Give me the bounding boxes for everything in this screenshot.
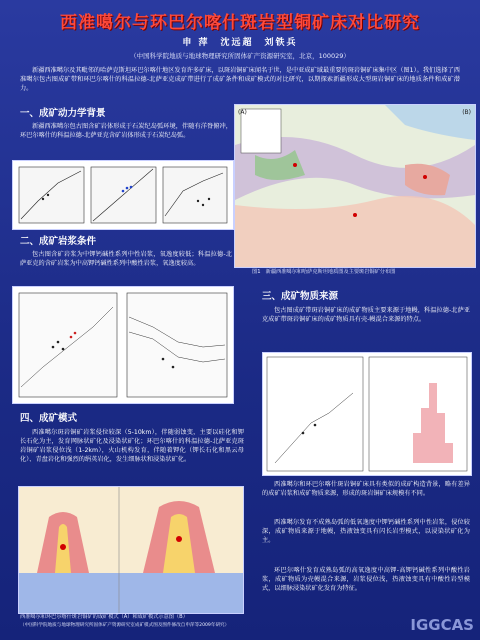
- section-heading-3: 三、成矿物质来源: [262, 291, 339, 302]
- geochem-diagrams-2: [12, 286, 234, 404]
- geologic-map-figure: [234, 104, 476, 268]
- metallogenic-model-figure: [18, 486, 244, 614]
- conclusion-paragraph-1: 西准噶尔和环巴尔喀什斑岩铜矿床具有类似的成矿构造背景，略有差异的成矿岩浆和成矿物质来源，形成的斑岩铜矿床规模有不同。: [262, 481, 470, 497]
- section-heading-4: 四、成矿模式: [20, 413, 78, 424]
- figure-4-caption: 西准噶尔和环巴尔喀什斑岩铜矿的成矿模式（A）和成矿模式示意图（B）: [20, 614, 188, 620]
- figure-4-subcaption: （中国科学院地质与地球物理研究所固体矿产资源研究室成矿模式图及图件修改自申萍等2009年研究）: [20, 623, 230, 628]
- intro-paragraph: 新疆西准噶尔及其毗邻的哈萨克斯坦环巴尔喀什地区发育许多矿床，以斑岩铜矿床闻名于世，是中亚成矿域最重要的斑岩铜矿床集中区（图1）。我们选择了西准噶尔包古图成矿带和环巴尔喀什的科温拉德-北萨亚克成矿带进行了成矿条件和成矿模式的对比研究，以期探索新疆形成大型斑岩铜矿床的地质条件和成矿潜力。: [20, 67, 460, 92]
- geochem-diagram-svg: [13, 161, 233, 229]
- isotope-histogram-figure: [262, 352, 472, 476]
- section-text-2: 包古图含矿岩浆为中钾钙碱性系列中性岩浆，氧逸度较低；科温拉德-北萨亚克的含矿岩浆为中高钾钙碱性系列中酸性岩浆，氧逸度较高。: [20, 251, 232, 267]
- isotope-histogram-svg: [263, 353, 471, 475]
- geologic-map-svg: [235, 105, 475, 267]
- conclusion-paragraph-2: 西准噶尔发育不成熟岛弧的低氧逸度中钾钙碱性系列中性岩浆，侵位较深，成矿物质来源于地幔，热液蚀变具有闪长岩型模式，以浸染状矿化为主。: [262, 519, 470, 544]
- section-heading-2: 二、成矿岩浆条件: [20, 236, 97, 247]
- affiliation: （中国科学院地质与地球物理研究所固体矿产资源研究室，北京，100029）: [130, 52, 350, 60]
- conclusion-paragraph-3: 环巴尔喀什发育成熟岛弧的高氧逸度中高钾-高钾钙碱性系列中酸性岩浆，成矿物质为壳幔混合来源，岩浆侵位浅，热液蚀变具有中酸性岩型模式，以细脉浸染状矿化发育为特征。: [262, 567, 470, 592]
- iggcas-watermark: IGGCAS: [410, 616, 474, 634]
- figure-1-caption: 图1 新疆西准噶尔和哈萨克斯坦地质图及主要斑岩铜矿分布图: [252, 269, 396, 275]
- poster-title: 西准噶尔与环巴尔喀什斑岩型铜矿床对比研究: [60, 13, 420, 33]
- metallogenic-model-svg: [19, 487, 243, 613]
- map-label-a: (A): [238, 109, 247, 116]
- section-text-1: 新疆西准噶尔包古图含矿岩体形成于石炭纪岛弧环境，伴随有洋脊俯冲，环巴尔喀什的科温拉德-北萨亚克含矿岩体形成于石炭纪岛弧。: [20, 123, 232, 139]
- map-label-b: (B): [462, 109, 471, 116]
- section-text-3: 包古图成矿带斑岩铜矿床的成矿物质主要来源于地幔，科温拉德-北萨亚克成矿带斑岩铜矿床的成矿物质具有壳-幔混合来源的特点。: [262, 307, 470, 323]
- geochem-diagram-svg-2: [13, 287, 233, 403]
- section-heading-1: 一、成矿动力学背景: [20, 108, 106, 119]
- geochem-diagrams-1: [12, 160, 234, 230]
- section-text-4: 西准噶尔斑岩铜矿岩浆侵位较深（5-10km），伴随弱蚀变，主要以硅化和钾长石化为主，发育网脉状矿化及浸染状矿化；环巴尔喀什的科温拉德-北萨亚克斑岩铜矿岩浆侵位浅（1-2km），火山机构发育，伴随着钾化（钾长石化和黑云母化）、青盘岩化和强烈的绢英岩化，发生细脉状和浸染状矿化。: [20, 429, 244, 463]
- authors: 申 萍 沈远超 刘铁兵: [182, 38, 298, 48]
